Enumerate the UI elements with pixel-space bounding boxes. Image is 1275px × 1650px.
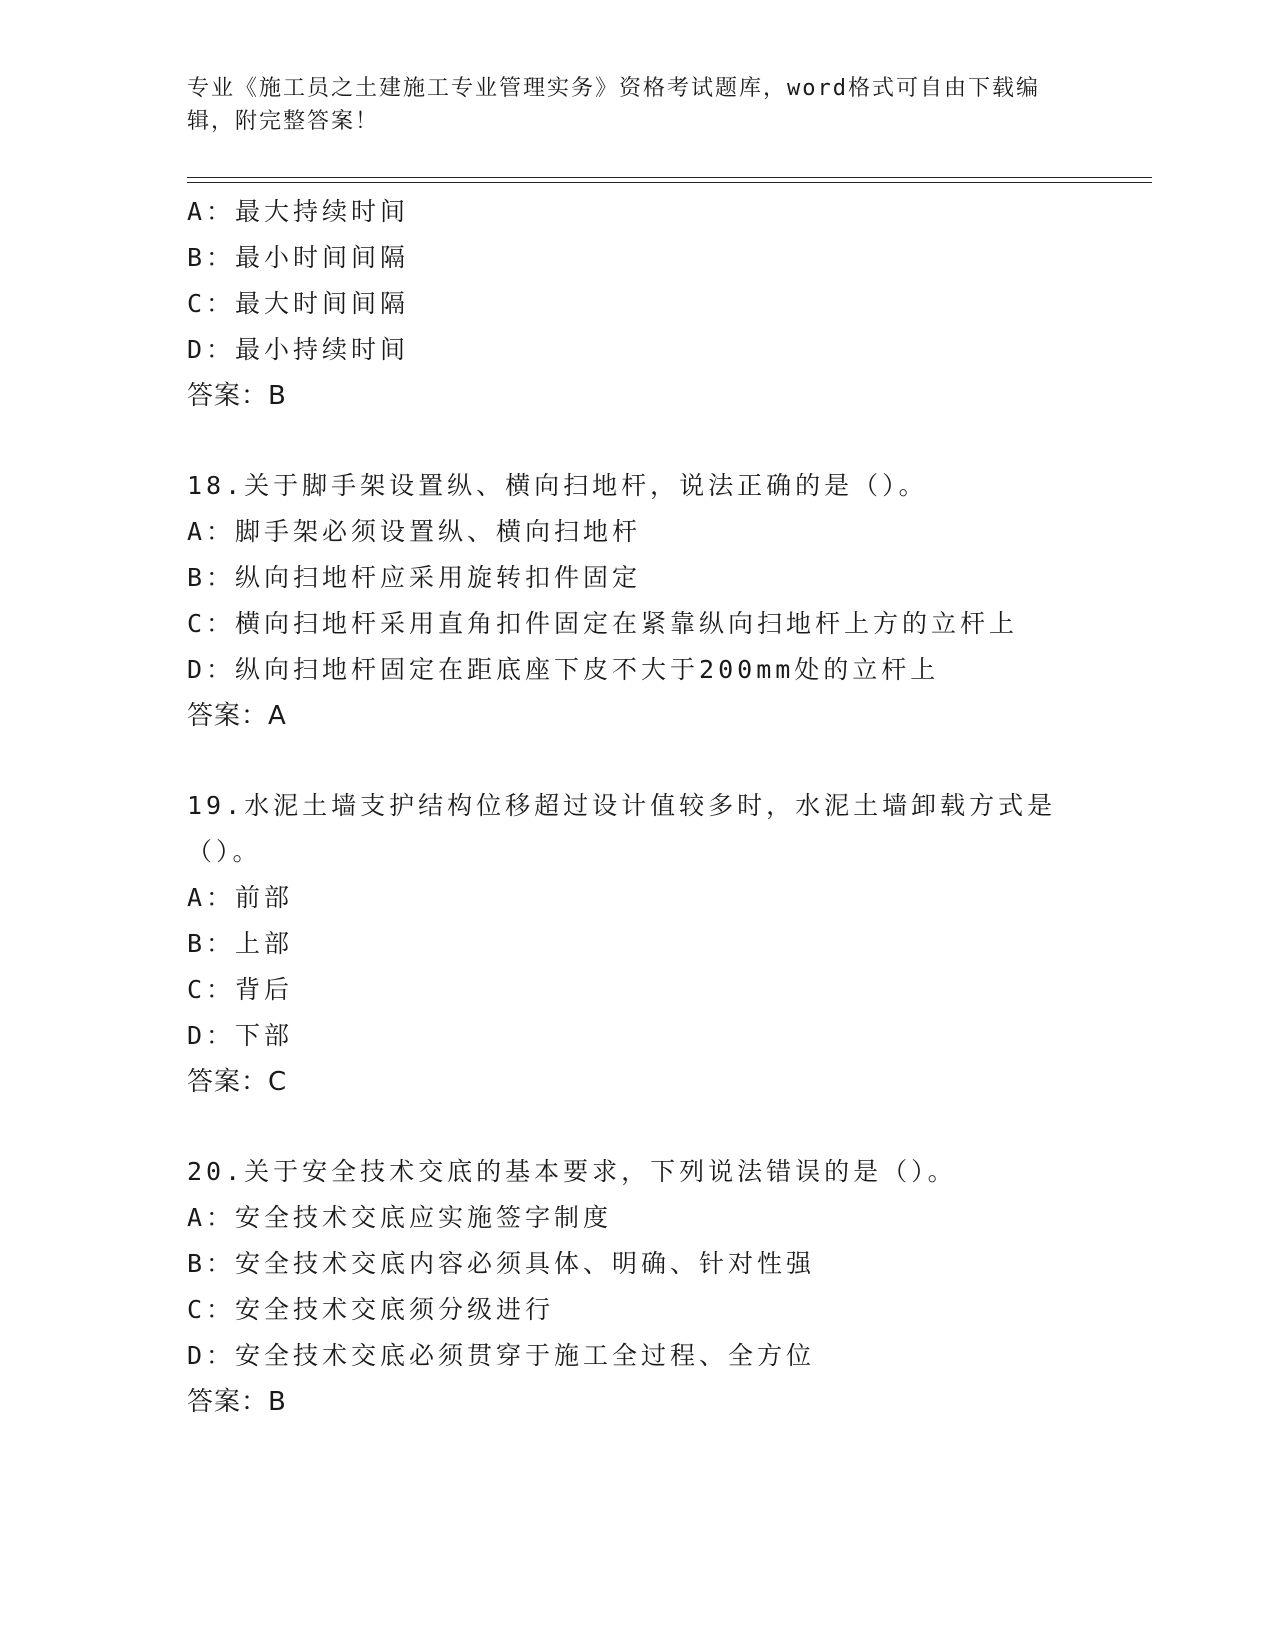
option-a: A：最大持续时间: [187, 197, 410, 226]
option-b: B：最小时间间隔: [187, 243, 410, 272]
answer: 答案：B: [187, 1387, 287, 1417]
option-c: C：安全技术交底须分级进行: [187, 1295, 555, 1324]
option-a: A：前部: [187, 883, 294, 912]
option-b: B：纵向扫地杆应采用旋转扣件固定: [187, 563, 642, 592]
option-c: C：背后: [187, 975, 294, 1004]
answer: 答案：C: [187, 1067, 288, 1097]
option-d: D：纵向扫地杆固定在距底座下皮不大于200mm处的立杆上: [187, 655, 940, 684]
option-b: B：上部: [187, 929, 294, 958]
spacer: [187, 1105, 1087, 1149]
header-divider-bottom: [187, 182, 1152, 183]
option-a: A：安全技术交底应实施签字制度: [187, 1203, 613, 1232]
question-20: [187, 1149, 1087, 1425]
spacer: [187, 419, 1087, 463]
question-text: 20.关于安全技术交底的基本要求，下列说法错误的是（）。: [187, 1157, 957, 1186]
question-17: [187, 189, 1087, 419]
question-18: [187, 463, 1087, 739]
header-divider-top: [187, 177, 1152, 178]
option-d: D：安全技术交底必须贯穿于施工全过程、全方位: [187, 1341, 816, 1370]
answer: 答案：A: [187, 701, 287, 731]
option-d: D：下部: [187, 1021, 294, 1050]
document-header: 专业《施工员之土建施工专业管理实务》资格考试题库，word格式可自由下载编辑，附完整答案！: [187, 76, 1040, 134]
spacer: [187, 739, 1087, 783]
question-19: [187, 783, 1087, 1105]
answer: 答案：B: [187, 381, 287, 411]
question-text: 18.关于脚手架设置纵、横向扫地杆，说法正确的是（）。: [187, 471, 928, 500]
option-c: C：最大时间间隔: [187, 289, 410, 318]
question-text: 19.水泥土墙支护结构位移超过设计值较多时，水泥土墙卸载方式是（）。: [187, 791, 1057, 866]
option-c: C：横向扫地杆采用直角扣件固定在紧靠纵向扫地杆上方的立杆上: [187, 609, 1019, 638]
option-b: B：安全技术交底内容必须具体、明确、针对性强: [187, 1249, 816, 1278]
question-list: [187, 189, 1087, 1425]
option-d: D：最小持续时间: [187, 335, 410, 364]
option-a: A：脚手架必须设置纵、横向扫地杆: [187, 517, 642, 546]
